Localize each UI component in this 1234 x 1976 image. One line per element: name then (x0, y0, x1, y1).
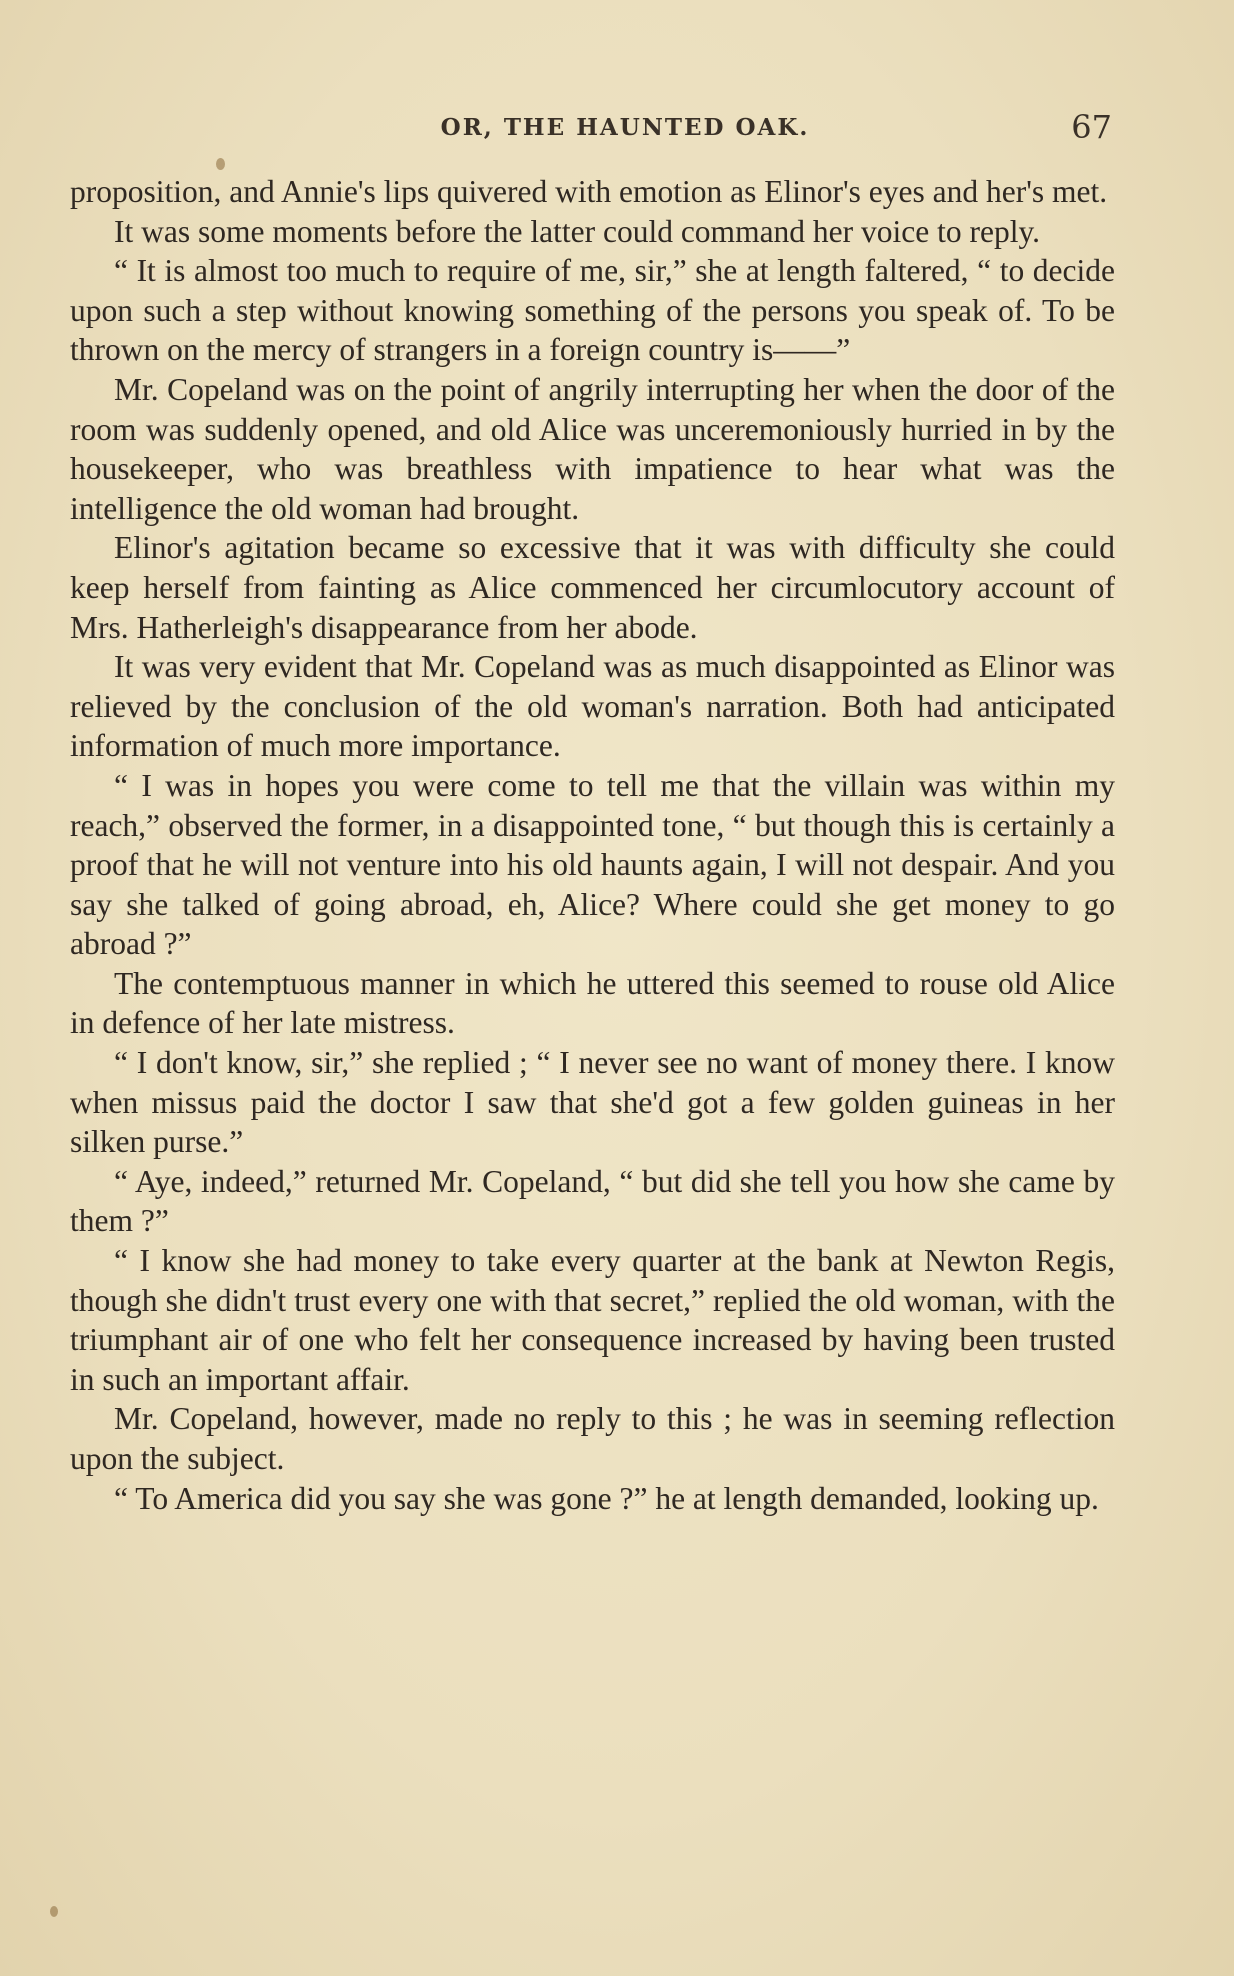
paper-speck (50, 1906, 58, 1917)
paragraph: Mr. Copeland, however, made no reply to this ; he was in seeming reflection upon the subject. (70, 1401, 1115, 1476)
paragraph: Mr. Copeland was on the point of angrily interrupting her when the door of the room was suddenly opened, and old Alice was unceremoniously hurried in by the housekeeper, who was breathless with impatience to hear what was the intelligence the old woman had brought. (70, 371, 1115, 526)
body-text (70, 172, 1115, 1518)
paragraph: “ It is almost too much to require of me, sir,” she at length faltered, “ to decide upon such a step without knowing something of the persons you speak of. To be thrown on the mercy of strangers in a foreign country is——” (70, 253, 1115, 368)
paragraph: It was some moments before the latter could command her voice to reply. (114, 213, 1041, 249)
paragraph: “ To America did you say she was gone ?” he at length demanded, looking up. (114, 1480, 1099, 1516)
paragraph: “ Aye, indeed,” returned Mr. Copeland, “ but did she tell you how she came by them ?” (70, 1163, 1115, 1239)
page-number: 67 (1071, 108, 1112, 146)
paper-speck (216, 158, 225, 170)
paragraph: It was very evident that Mr. Copeland was as much disappointed as Elinor was relieved by the conclusion of the old woman's narration. Both had anticipated information of much more importance. (70, 649, 1115, 764)
paragraph: “ I was in hopes you were come to tell me that the villain was within my reach,” observed the former, in a disappointed tone, “ but though this is certainly a proof that he will not venture into his old haunts again, I will not despair. And you say she talked of going abroad, eh, Alice? Where could she get money to go abroad ?” (70, 767, 1115, 962)
paragraph: proposition, and Annie's lips quivered with emotion as Elinor's eyes and her's met. (70, 174, 1108, 209)
paragraph: “ I don't know, sir,” she replied ; “ I never see no want of money there. I know when missus paid the doctor I saw that she'd got a few golden guineas in her silken purse.” (70, 1045, 1115, 1160)
paragraph: Elinor's agitation became so excessive that it was with difficulty she could keep herself from fainting as Alice commenced her circumlocutory account of Mrs. Hatherleigh's disappearance from her abode. (70, 530, 1115, 645)
paragraph: The contemptuous manner in which he uttered this seemed to rouse old Alice in defence of her late mistress. (70, 965, 1115, 1041)
page-header (70, 108, 1120, 148)
paragraph: “ I know she had money to take every quarter at the bank at Newton Regis, though she didn't trust every one with that secret,” replied the old woman, with the triumphant air of one who felt her consequence increased by having been trusted in such an important affair. (70, 1243, 1115, 1397)
running-head: OR, THE HAUNTED OAK. (440, 114, 810, 141)
